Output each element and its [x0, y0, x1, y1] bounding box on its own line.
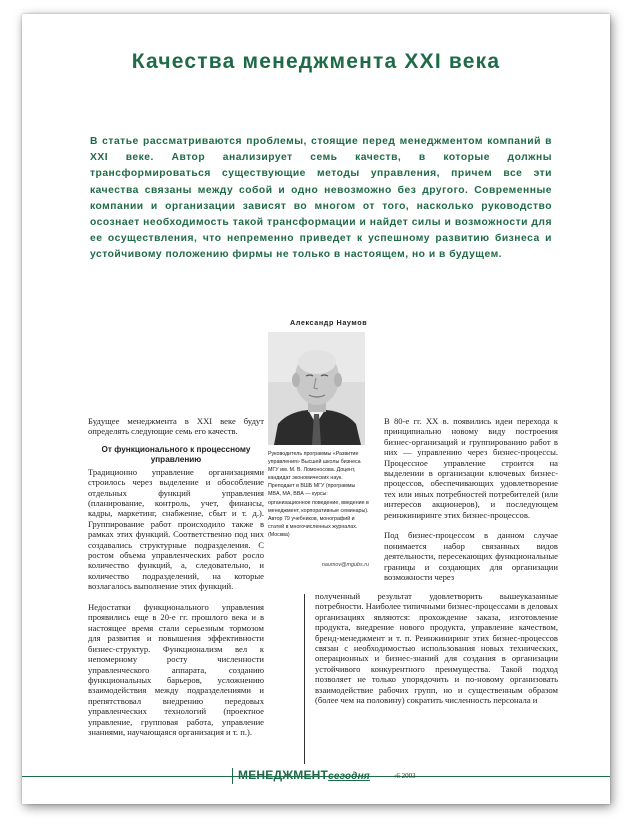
- bottom-column: [315, 591, 558, 705]
- magazine-page: [22, 14, 610, 804]
- issue-number: ‹6 2003: [394, 772, 416, 780]
- body-paragraph: полученный результат удовлетворить вышеуказанные потребности. Наиболее типичными бизнес-процессами в деловых организациях являются: прохождение заказа, изготовление продукта, внедрение нового продукта, управление качеством, бренд-менеджмент и т. п. Реинжиниринг этих бизнес-процессов связан с необходимостью использования новых технических, операционных и бизнес-знаний для создания в организации устойчивого конкурентного преимущества. Такой подход позволяет не только упорядочить и по-новому организовать взаимодействие рабочих групп, но и существенным образом (более чем на половину) сократить численность персонала и: [315, 591, 558, 706]
- intro-paragraph: Будущее менеджмента в XXI веке будут определять следующие семь его качеств.: [88, 416, 264, 437]
- article-title: Качества менеджмента XXI века: [131, 50, 501, 73]
- author-portrait-image: [268, 332, 365, 445]
- body-paragraph: Традиционно управление организациями строилось через выделение и обособление отдельных функций управления (планирование, контроль, учет, финансы, кадры, маркетинг, снабжение, сбыт и т. д.). Группирование работ происходило также в рамках этих функций. Соответственно под них создавались структурные подразделения. С ростом объема управленческих работ росло количество функций, а, следовательно, и количество подразделений, на которые возлагалось выполнение этих функций.: [88, 466, 264, 592]
- magazine-subtitle: сегодня: [328, 771, 370, 782]
- magazine-name: МЕНЕДЖМЕНТ: [238, 768, 329, 782]
- body-paragraph: Недостатки функционального управления проявились еще в 20-е гг. прошлого века и в настоящее время стали серьезным тормозом для развития и повышения эффективности бизнес-структур. Функционализм вел к непомерному росту численности управленческого аппарата, созданию функциональных барьеров, усложнению взаимодействия между подразделениями и препятствовал внедрению передовых управленческих технологий (проектное управление, групповая работа, управление знаниями, научающаяся организация и т. п.).: [88, 602, 264, 737]
- author-name: Александр Наумов: [290, 318, 368, 327]
- section-heading: От функционального к процессному управлению: [101, 444, 251, 464]
- right-column: [384, 416, 558, 582]
- body-paragraph: В 80-е гг. XX в. появились идеи перехода к принципиально новому виду построения бизнес-организаций и группированию работ в них — управлению через бизнес-процессы. Процессное управление строится на выделении в организации ключевых бизнес-процессов, обеспечивающих удовлетворение тех или иных потребностей потребителей (или интересов акционеров), и последующем реинжиниринге этих бизнес-процессов.: [384, 416, 558, 520]
- magazine-logo: [238, 768, 370, 782]
- author-photo: [268, 332, 365, 445]
- author-bio: Руководитель программы «Развитие управления» Высшей школы бизнеса МГУ им. М. В. Ломоносова. Доцент, кандидат экономических наук. Преподает в ВШБ МГУ (программы MBA, МА, ВВА — курсы: организационное поведение, введение в менеджмент, корпоративные семинары). Автор 79 учебников, монографий и статей в многочисленных журналах. (Москва): [268, 451, 369, 538]
- article-abstract: В статье рассматриваются проблемы, стоящие перед менеджментом компаний в XXI веке. Автор анализирует семь качеств, в которые должны трансформироваться существующие методы управления, причем все эти качества связаны между собой и одно невозможно без другого. Современные компании и организации зависят во многом от того, насколько руководство осознает необходимость такой трансформации и найдет силы и возможности для ее осуществления, что непременно приведет к успешному развитию бизнеса и устойчивому положению фирмы не только в настоящем, но и в будущем.: [90, 136, 552, 261]
- body-paragraph: Под бизнес-процессом в данном случае понимается набор связанных видов деятельности, пересекающих функциональные границы и создающих для организации возможности через: [384, 530, 558, 583]
- column-divider: [304, 594, 305, 764]
- author-email: naumov@mgubs.ru: [321, 562, 369, 568]
- left-column: [88, 416, 264, 737]
- footer-divider: [232, 768, 233, 784]
